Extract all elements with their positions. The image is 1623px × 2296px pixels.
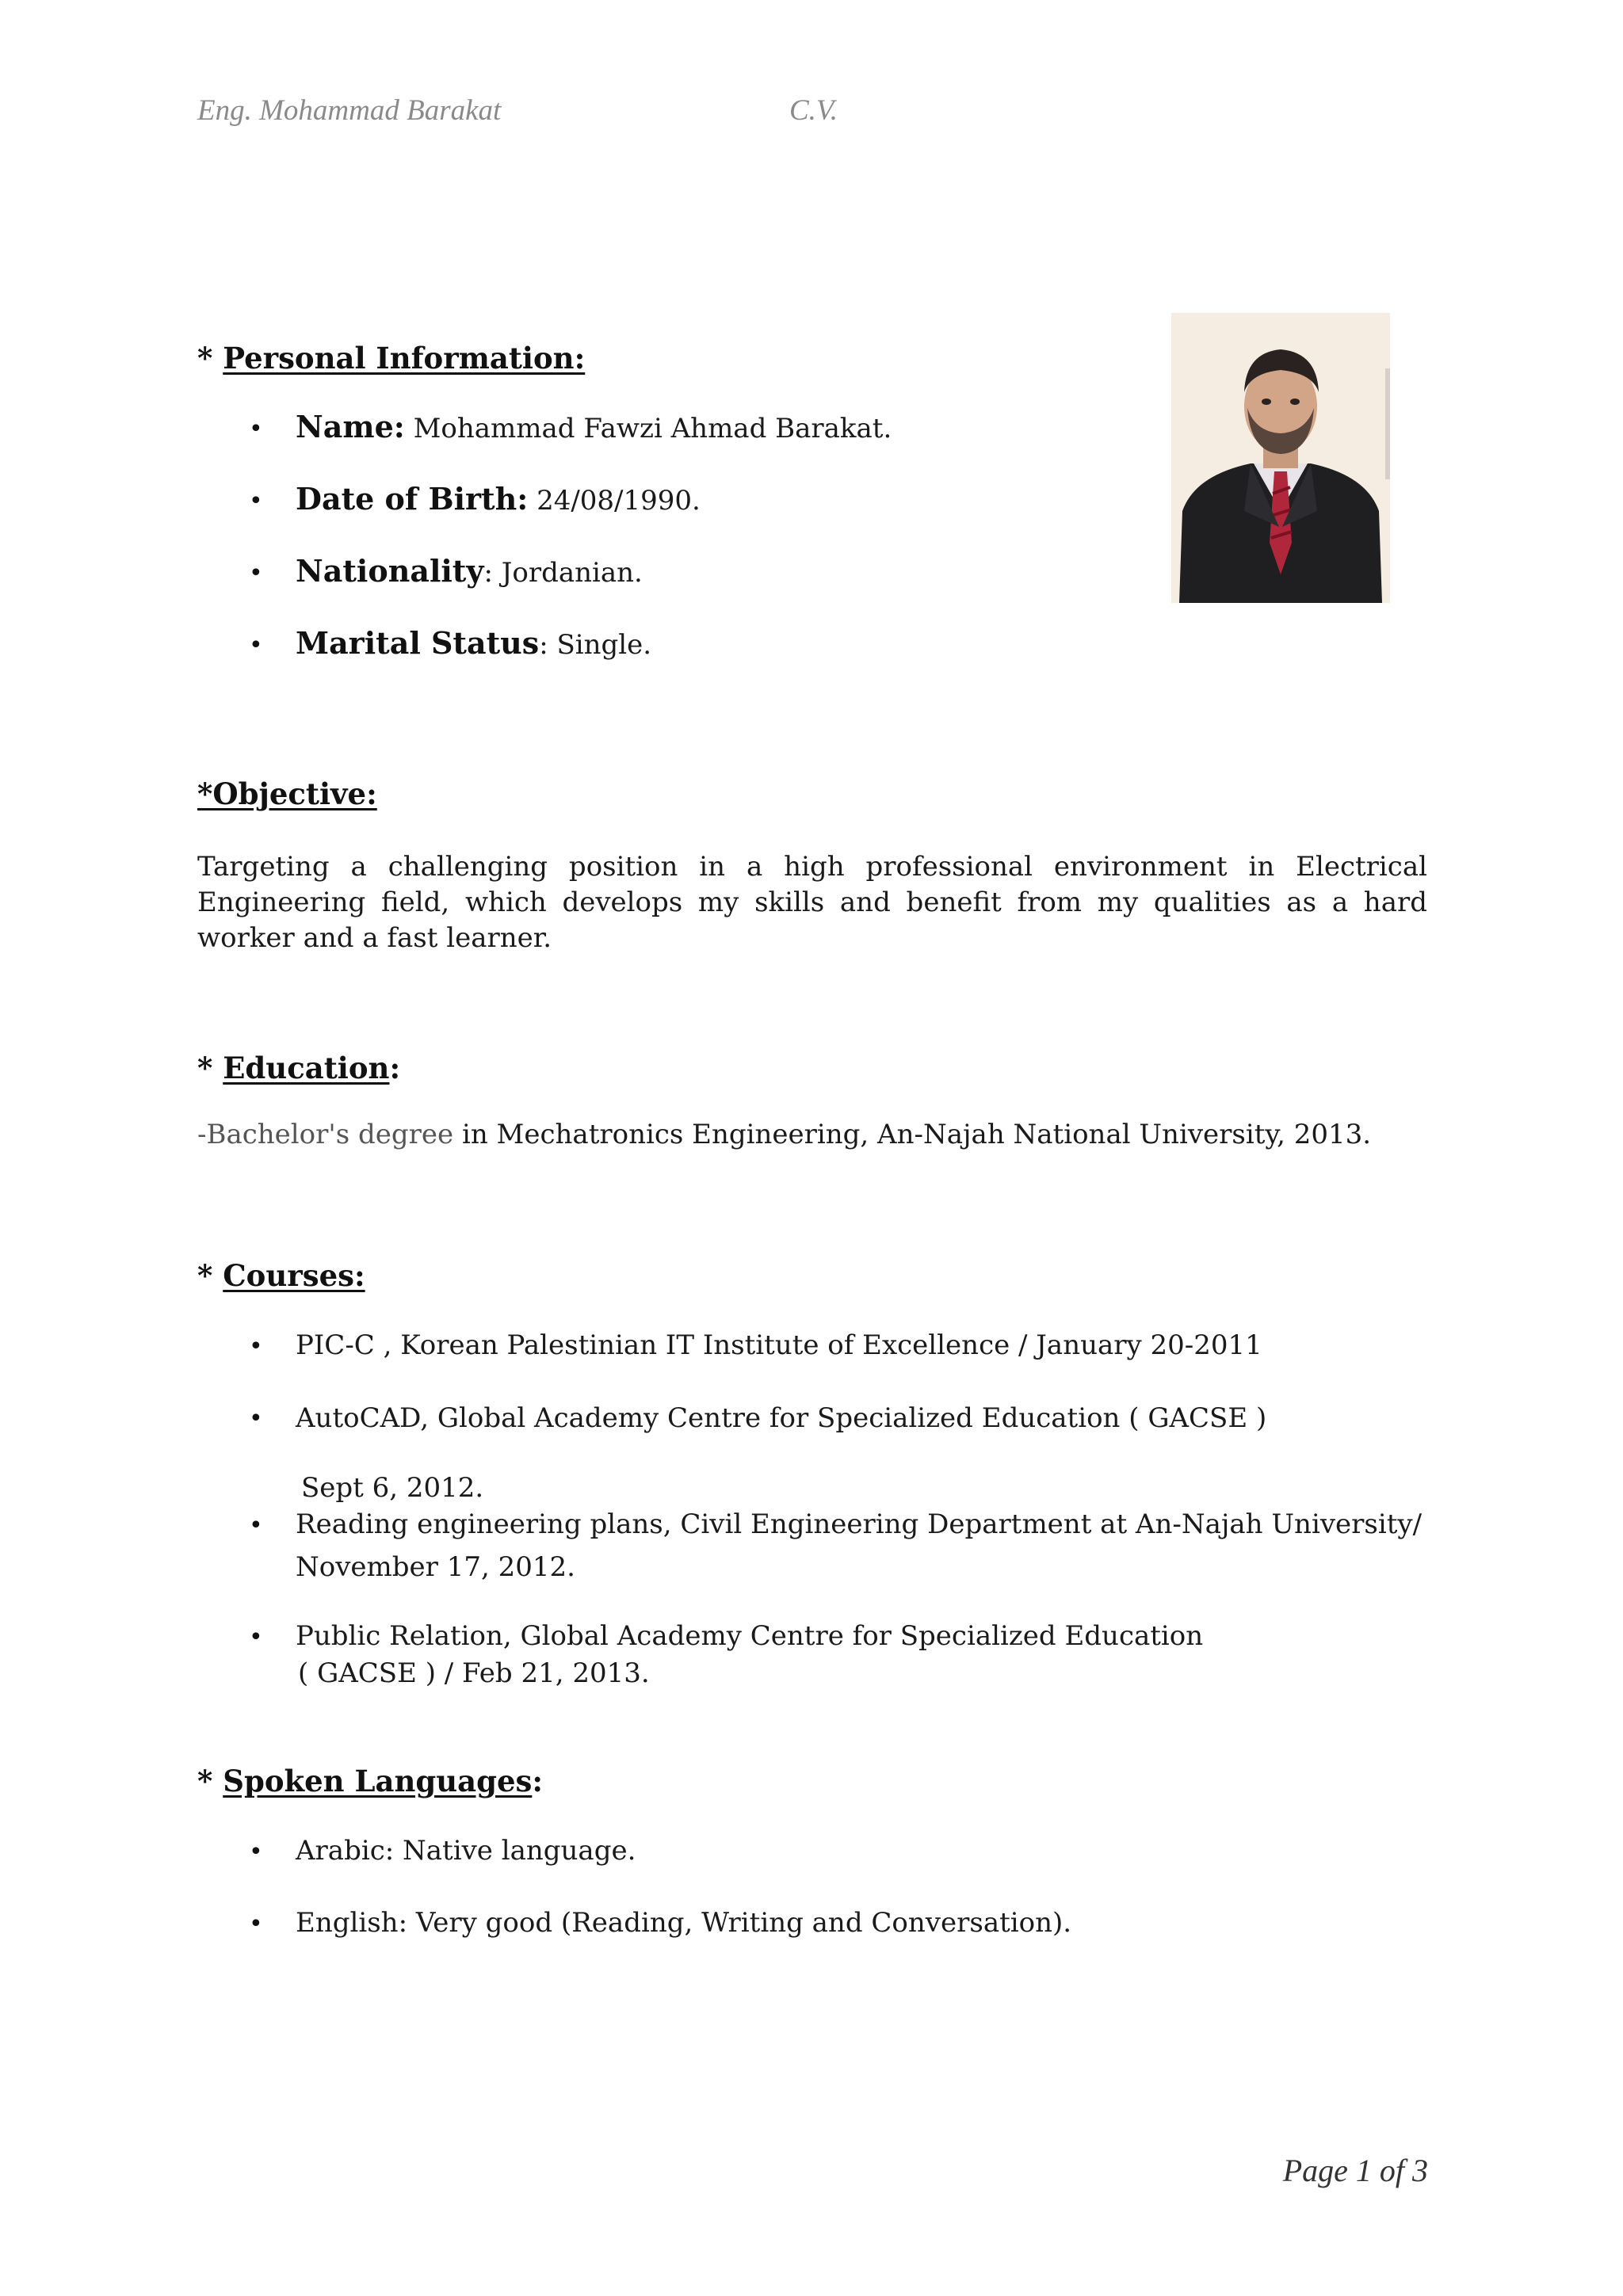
personal-info-heading: * Personal Information: <box>197 341 586 376</box>
name-value: Mohammad Fawzi Ahmad Barakat. <box>413 413 892 444</box>
name-label: Name: <box>296 409 405 444</box>
bullet-icon: • <box>249 559 263 587</box>
page-number: Page 1 of 3 <box>1282 2153 1428 2188</box>
nationality-row: Nationality: Jordanian. <box>296 553 643 589</box>
marital-row: Marital Status: Single. <box>296 625 652 661</box>
name-row <box>296 409 892 444</box>
course-item-date: ( GACSE ) / Feb 21, 2013. <box>298 1657 650 1689</box>
nationality-value: Jordanian. <box>501 557 643 589</box>
bullet-icon: • <box>249 1623 263 1651</box>
course-item: AutoCAD, Global Academy Centre for Specialized Education ( GACSE ) <box>296 1402 1267 1434</box>
course-item: Reading engineering plans, Civil Engineering Department at An-Najah University/ <box>296 1508 1423 1540</box>
bullet-icon: • <box>249 631 263 659</box>
bullet-icon: • <box>249 1512 263 1539</box>
language-item: Arabic: Native language. <box>296 1835 636 1867</box>
bullet-icon: • <box>249 415 263 443</box>
education-degree: -Bachelor's degree in Mechatronics Engineering, An-Najah National University, 2013. <box>197 1119 1372 1150</box>
language-item: English: Very good (Reading, Writing and Conversation). <box>296 1907 1072 1939</box>
objective-text: Targeting a challenging position in a high professional environment in Electrical Engineering field, which develops my skills and benefit from my qualities as a hard worker and a fast learner. <box>197 851 1427 954</box>
header-name: Eng. Mohammad Barakat <box>197 94 502 127</box>
bullet-icon: • <box>249 1333 263 1360</box>
course-item-date: November 17, 2012. <box>296 1551 575 1583</box>
header-cv: C.V. <box>789 94 838 127</box>
person-portrait-icon <box>1171 313 1390 603</box>
bullet-icon: • <box>249 1838 263 1866</box>
course-item-date: Sept 6, 2012. <box>301 1472 484 1504</box>
bullet-icon: • <box>249 1405 263 1432</box>
languages-heading: * Spoken Languages: <box>197 1764 544 1798</box>
course-item: Public Relation, Global Academy Centre for Specialized Education <box>296 1620 1204 1652</box>
objective-heading: *Objective: <box>197 776 377 811</box>
nationality-label: Nationality <box>296 553 484 589</box>
marital-label: Marital Status <box>296 625 540 661</box>
course-item: PIC-C , Korean Palestinian IT Institute of Excellence / January 20-2011 <box>296 1329 1262 1361</box>
dob-value: 24/08/1990. <box>537 485 701 517</box>
courses-heading: * Courses: <box>197 1258 365 1293</box>
marital-value: Single. <box>556 629 652 661</box>
bullet-icon: • <box>249 1910 263 1938</box>
bullet-icon: • <box>249 487 263 515</box>
education-heading: * Education: <box>197 1051 401 1085</box>
dob-label: Date of Birth: <box>296 481 529 517</box>
profile-photo <box>1171 313 1390 603</box>
dob-row <box>296 481 701 517</box>
